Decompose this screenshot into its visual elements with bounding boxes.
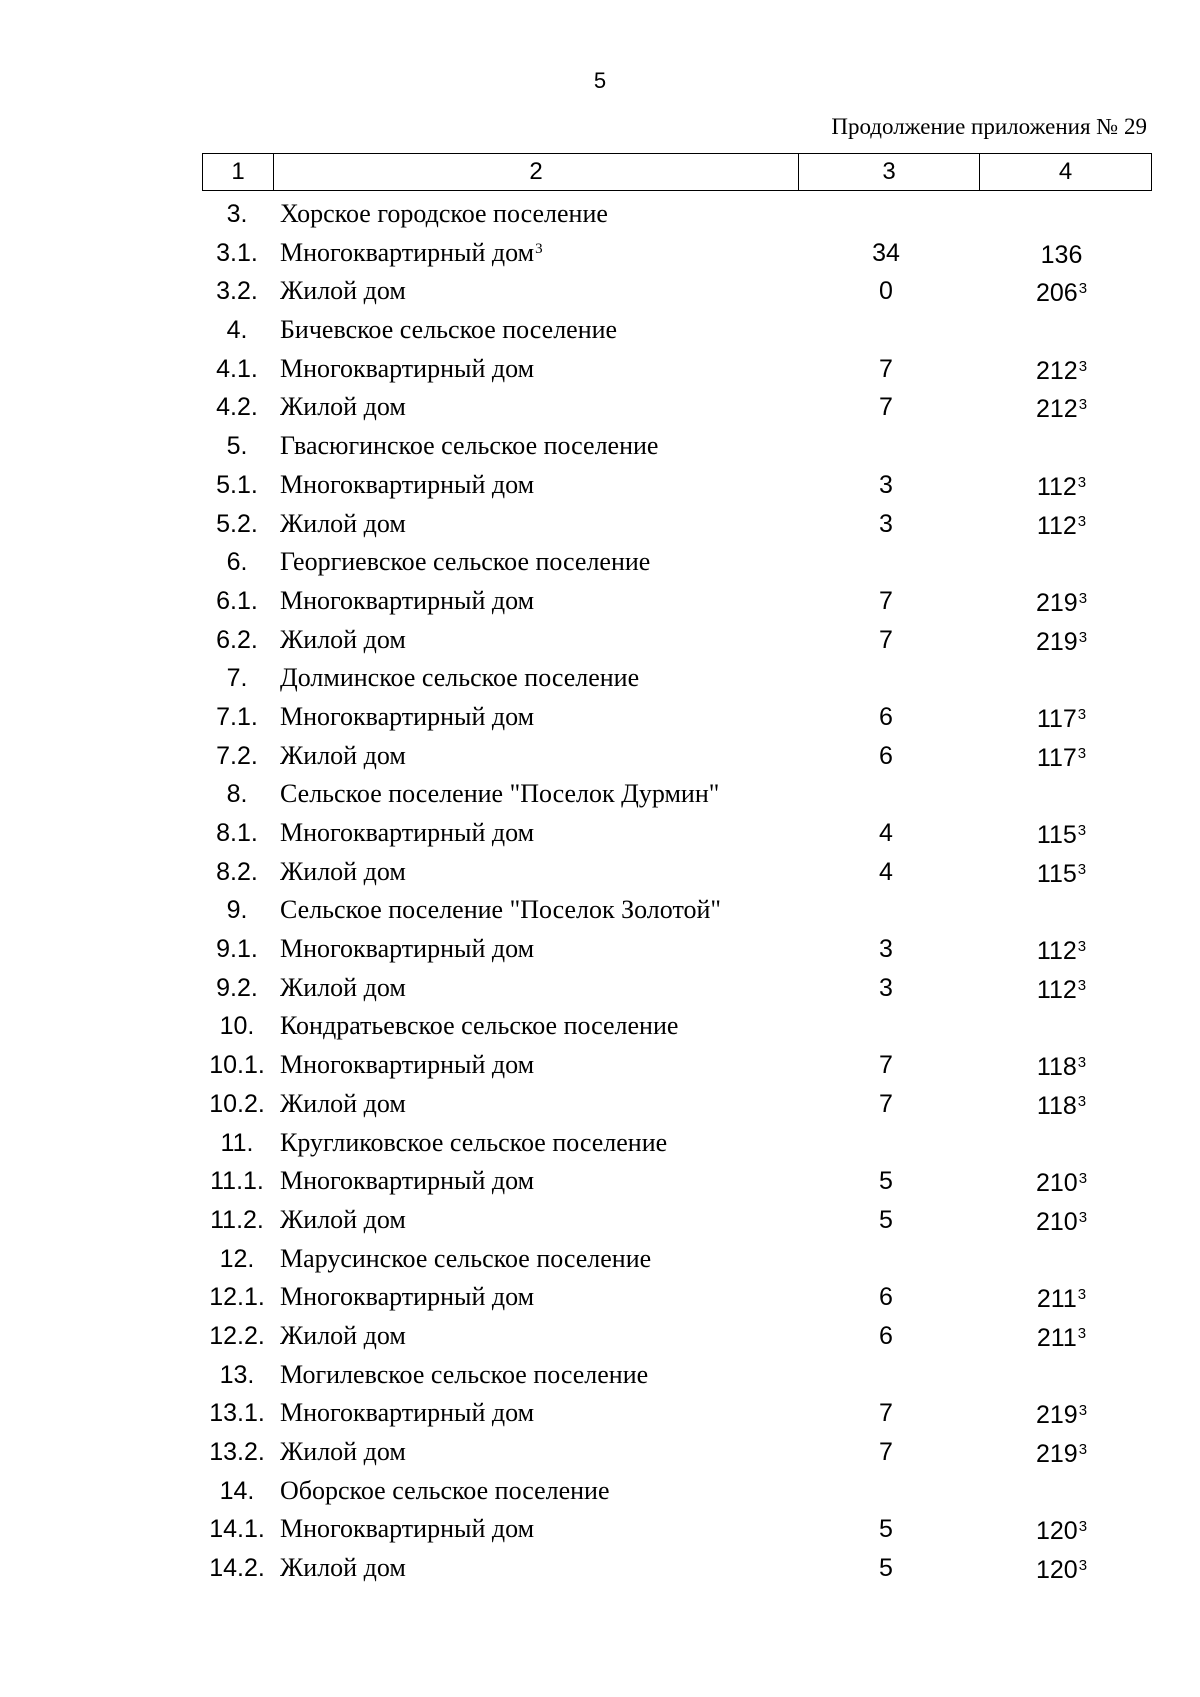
row-col-3-value: 4 bbox=[879, 819, 893, 847]
row-col-4-cell bbox=[976, 468, 1147, 507]
row-name: Жилой дом bbox=[280, 972, 406, 1002]
footnote-marker: 3 bbox=[1077, 1054, 1087, 1072]
row-name-cell bbox=[280, 311, 617, 350]
row-name-cell bbox=[280, 272, 406, 311]
row-name: Жилой дом bbox=[280, 856, 406, 886]
row-name-cell bbox=[280, 853, 406, 892]
row-col-4-value: 136 bbox=[1040, 240, 1083, 269]
table-header-row bbox=[203, 154, 1152, 191]
row-name-cell bbox=[280, 1046, 534, 1085]
row-col-4-cell bbox=[976, 1396, 1147, 1435]
table-row bbox=[202, 1201, 1147, 1240]
row-col-3-value: 7 bbox=[879, 1399, 893, 1428]
row-name: Хорское городское поселение bbox=[280, 199, 608, 228]
row-name: Жилой дом bbox=[280, 1204, 406, 1234]
table-row bbox=[202, 543, 1147, 582]
table-row bbox=[202, 1356, 1147, 1395]
table-row bbox=[202, 234, 1147, 273]
row-name-cell bbox=[280, 621, 406, 660]
footnote-marker: 3 bbox=[1078, 1441, 1088, 1458]
row-name-cell bbox=[280, 234, 543, 273]
row-number: 7.2. bbox=[216, 741, 258, 770]
row-col-3-value: 3 bbox=[879, 470, 893, 499]
row-number: 4.2. bbox=[216, 393, 258, 422]
row-number: 10. bbox=[219, 1012, 255, 1041]
row-col-4-value: 212 bbox=[1035, 356, 1078, 385]
footnote-marker: 3 bbox=[1077, 1324, 1087, 1342]
row-number: 4. bbox=[226, 316, 248, 345]
row-number: 10.1. bbox=[209, 1051, 265, 1080]
header-col-1: 1 bbox=[203, 154, 274, 191]
row-name: Кондратьевское сельское поселение bbox=[280, 1011, 679, 1041]
row-col-3-value: 6 bbox=[879, 741, 893, 770]
row-name: Кругликовское сельское поселение bbox=[280, 1127, 668, 1157]
footnote-marker: 3 bbox=[1077, 512, 1087, 530]
row-number: 6.1. bbox=[216, 586, 258, 615]
row-number: 3.1. bbox=[216, 238, 258, 267]
row-name: Многоквартирный дом bbox=[280, 1514, 535, 1544]
footnote-marker: 3 bbox=[1077, 822, 1087, 839]
row-col-3-value: 5 bbox=[879, 1554, 893, 1583]
row-name-cell bbox=[280, 427, 658, 466]
row-name: Многоквартирный дом bbox=[280, 585, 535, 615]
row-col-4-value: 206 bbox=[1035, 279, 1078, 308]
row-name: Жилой дом bbox=[280, 624, 406, 654]
row-name: Жилой дом bbox=[280, 1088, 406, 1118]
row-number: 7.1. bbox=[216, 702, 258, 731]
row-name-cell bbox=[280, 1317, 406, 1356]
row-name-cell bbox=[280, 466, 534, 505]
row-name-cell bbox=[280, 1472, 610, 1511]
row-number: 12.1. bbox=[209, 1283, 265, 1312]
row-name-cell bbox=[280, 505, 406, 544]
row-col-4-cell bbox=[976, 352, 1147, 391]
row-name: Многоквартирный дом bbox=[280, 934, 535, 964]
footnote-marker: 3 bbox=[1078, 396, 1088, 414]
row-col-4-cell bbox=[976, 1319, 1147, 1358]
row-name: Многоквартирный дом bbox=[280, 818, 535, 847]
row-number: 9.2. bbox=[216, 973, 258, 1002]
table-row bbox=[202, 1046, 1147, 1085]
row-name-cell bbox=[280, 195, 608, 234]
footnote-marker: 3 bbox=[1078, 280, 1088, 298]
row-name: Сельское поселение "Поселок Золотой" bbox=[280, 895, 721, 925]
row-number: 6.2. bbox=[216, 625, 258, 654]
row-col-4-cell bbox=[976, 855, 1147, 894]
row-number: 13. bbox=[219, 1360, 255, 1389]
table-row bbox=[202, 1317, 1147, 1356]
row-name-cell bbox=[280, 737, 406, 776]
row-col-4-cell bbox=[976, 390, 1147, 429]
row-name: Сельское поселение "Поселок Дурмин" bbox=[280, 779, 720, 809]
table-row bbox=[202, 853, 1147, 892]
header-col-4: 4 bbox=[980, 154, 1152, 191]
table-row bbox=[202, 814, 1147, 853]
footnote-marker: 3 bbox=[1078, 1557, 1088, 1575]
table-row bbox=[202, 775, 1147, 814]
row-number: 5.1. bbox=[216, 470, 258, 499]
row-name-cell bbox=[280, 543, 650, 582]
row-number: 3.2. bbox=[216, 277, 258, 306]
row-number: 12.2. bbox=[209, 1321, 265, 1350]
row-name: Многоквартирный дом bbox=[280, 701, 535, 731]
row-name-cell bbox=[280, 1433, 406, 1472]
row-col-3-value: 7 bbox=[879, 1089, 893, 1118]
row-name-cell bbox=[280, 1162, 534, 1201]
row-number: 8. bbox=[226, 780, 248, 809]
row-col-4-value: 115 bbox=[1036, 859, 1077, 888]
row-col-4-value: 212 bbox=[1035, 395, 1078, 424]
row-name: Могилевское сельское поселение bbox=[280, 1359, 649, 1389]
table-row bbox=[202, 621, 1147, 660]
row-name: Марусинское сельское поселение bbox=[280, 1243, 652, 1273]
row-col-3-value: 4 bbox=[879, 857, 893, 886]
row-col-4-cell bbox=[976, 623, 1147, 662]
footnote-marker: 3 bbox=[1077, 473, 1087, 491]
row-col-3-value: 0 bbox=[879, 277, 893, 306]
table-row bbox=[202, 698, 1147, 737]
table-row bbox=[202, 1472, 1147, 1511]
row-col-4-cell bbox=[976, 932, 1147, 971]
footnote-marker: 3 bbox=[1078, 357, 1088, 375]
row-name: Бичевское сельское поселение bbox=[280, 315, 618, 345]
row-col-4-value: 118 bbox=[1036, 1091, 1077, 1120]
table-row bbox=[202, 737, 1147, 776]
row-col-4-cell bbox=[976, 816, 1147, 855]
row-name: Многоквартирный дом bbox=[280, 1050, 535, 1080]
row-col-3-value: 7 bbox=[879, 354, 893, 383]
row-name: Жилой дом bbox=[280, 740, 406, 770]
row-col-4-value: 211 bbox=[1036, 1285, 1077, 1314]
table-row bbox=[202, 930, 1147, 969]
table-body bbox=[202, 195, 1147, 1588]
row-col-4-value: 210 bbox=[1035, 1169, 1078, 1198]
table-row bbox=[202, 1549, 1147, 1588]
row-name-cell bbox=[280, 698, 534, 737]
row-col-4-cell bbox=[976, 274, 1147, 313]
footnote-marker: 3 bbox=[1077, 860, 1087, 878]
row-name-cell bbox=[280, 582, 534, 621]
row-name-cell bbox=[280, 388, 406, 427]
footnote-marker: 3 bbox=[1078, 1208, 1088, 1226]
row-col-3-value: 6 bbox=[879, 702, 893, 731]
row-col-4-cell bbox=[976, 584, 1147, 623]
row-number: 10.2. bbox=[209, 1089, 265, 1118]
page-number: 5 bbox=[593, 68, 607, 93]
row-col-4-value: 115 bbox=[1036, 821, 1077, 849]
row-number: 14.2. bbox=[209, 1554, 265, 1583]
row-number: 11.1. bbox=[210, 1167, 264, 1196]
row-col-3-value: 7 bbox=[879, 1051, 893, 1080]
row-col-4-value: 120 bbox=[1035, 1517, 1078, 1546]
row-name: Многоквартирный дом bbox=[280, 1282, 535, 1312]
row-number: 3. bbox=[226, 200, 248, 228]
row-name: Многоквартирный дом bbox=[280, 1398, 535, 1428]
row-name-cell bbox=[280, 1510, 534, 1549]
row-name-cell bbox=[280, 775, 719, 814]
row-col-4-cell bbox=[976, 1087, 1147, 1126]
row-number: 11.2. bbox=[210, 1205, 264, 1234]
row-number: 7. bbox=[226, 664, 248, 693]
row-name: Многоквартирный дом bbox=[280, 469, 535, 499]
footnote-marker: 3 bbox=[1078, 1170, 1088, 1188]
row-col-3-value: 3 bbox=[879, 973, 893, 1002]
row-col-4-cell bbox=[976, 507, 1147, 546]
row-col-4-cell bbox=[976, 1551, 1147, 1590]
row-col-3-value: 5 bbox=[879, 1515, 893, 1544]
footnote-marker: 3 bbox=[1077, 744, 1087, 762]
appendix-continuation-label: Продолжение приложения № 29 bbox=[831, 114, 1147, 139]
row-col-3-value: 6 bbox=[879, 1283, 893, 1312]
table-row bbox=[202, 1394, 1147, 1433]
row-col-3-value: 7 bbox=[879, 393, 893, 422]
table-row bbox=[202, 891, 1147, 930]
row-name-cell bbox=[280, 1085, 406, 1124]
table-row bbox=[202, 1162, 1147, 1201]
row-number: 8.1. bbox=[216, 819, 258, 847]
row-name: Жилой дом bbox=[280, 508, 406, 538]
row-name: Многоквартирный дом bbox=[280, 353, 535, 383]
row-col-3-value: 3 bbox=[879, 935, 893, 964]
row-col-3-value: 5 bbox=[879, 1167, 893, 1196]
row-col-4-value: 117 bbox=[1036, 704, 1077, 733]
row-col-3-value: 7 bbox=[879, 586, 893, 615]
row-name-cell bbox=[280, 1240, 651, 1279]
row-name: Гвасюгинское сельское поселение bbox=[280, 431, 659, 461]
table-row bbox=[202, 969, 1147, 1008]
footnote-marker: 3 bbox=[1078, 628, 1088, 646]
row-name: Многоквартирный дом bbox=[280, 1166, 535, 1196]
row-col-3-value: 34 bbox=[872, 238, 900, 267]
row-name-cell bbox=[280, 350, 534, 389]
table-row bbox=[202, 1510, 1147, 1549]
row-number: 9. bbox=[226, 896, 248, 925]
row-col-4-cell bbox=[976, 739, 1147, 778]
row-number: 5.2. bbox=[216, 509, 258, 538]
row-col-4-cell bbox=[976, 1048, 1147, 1087]
footnote-marker: 3 bbox=[1078, 1518, 1088, 1536]
row-name: Жилой дом bbox=[280, 1553, 406, 1583]
table-row bbox=[202, 1007, 1147, 1046]
row-number: 13.2. bbox=[209, 1438, 265, 1466]
row-col-4-cell bbox=[976, 700, 1147, 739]
row-name-cell bbox=[280, 1549, 406, 1588]
row-name: Жилой дом bbox=[280, 392, 406, 422]
row-col-4-value: 120 bbox=[1035, 1556, 1078, 1585]
row-col-4-value: 219 bbox=[1035, 1401, 1078, 1430]
row-name: Долминское сельское поселение bbox=[280, 663, 640, 693]
row-col-4-cell bbox=[976, 1512, 1147, 1551]
footnote-marker: 3 bbox=[1077, 938, 1087, 956]
table-row bbox=[202, 427, 1147, 466]
row-number: 9.1. bbox=[216, 935, 258, 964]
table-row bbox=[202, 1085, 1147, 1124]
row-name-cell bbox=[280, 1278, 534, 1317]
row-col-4-cell bbox=[976, 971, 1147, 1010]
row-name-cell bbox=[280, 1201, 406, 1240]
row-col-3-value: 5 bbox=[879, 1205, 893, 1234]
row-col-4-value: 112 bbox=[1036, 511, 1077, 540]
footnote-marker: 3 bbox=[1077, 976, 1087, 994]
row-col-4-value: 112 bbox=[1036, 975, 1077, 1004]
row-col-3-value: 7 bbox=[879, 625, 893, 654]
table-row bbox=[202, 272, 1147, 311]
row-number: 8.2. bbox=[216, 857, 258, 886]
row-name-cell bbox=[280, 969, 406, 1008]
row-name: Многоквартирный дом bbox=[280, 237, 535, 267]
footnote-marker: 3 bbox=[1077, 705, 1087, 723]
table-row bbox=[202, 350, 1147, 389]
row-col-4-value: 117 bbox=[1036, 743, 1077, 772]
row-col-3-value: 6 bbox=[879, 1321, 893, 1350]
row-col-4-value: 118 bbox=[1036, 1053, 1077, 1082]
row-col-4-value: 112 bbox=[1036, 472, 1077, 501]
row-name: Жилой дом bbox=[280, 1437, 406, 1466]
row-number: 13.1. bbox=[209, 1399, 265, 1428]
table-row bbox=[202, 1240, 1147, 1279]
row-col-4-cell bbox=[976, 236, 1147, 275]
table-row bbox=[202, 311, 1147, 350]
row-name-cell bbox=[280, 1007, 678, 1046]
footnote-marker: 3 bbox=[1077, 1286, 1087, 1304]
row-col-4-value: 219 bbox=[1035, 1440, 1078, 1468]
row-name: Жилой дом bbox=[280, 1320, 406, 1350]
table-row bbox=[202, 582, 1147, 621]
row-name: Жилой дом bbox=[280, 276, 406, 306]
row-col-4-cell bbox=[976, 1435, 1147, 1474]
row-number: 12. bbox=[219, 1244, 255, 1273]
table-row bbox=[202, 505, 1147, 544]
row-col-4-value: 219 bbox=[1035, 588, 1078, 617]
row-number: 14.1. bbox=[209, 1515, 265, 1544]
row-name-cell bbox=[280, 659, 639, 698]
row-name-cell bbox=[280, 930, 534, 969]
table-row bbox=[202, 466, 1147, 505]
table-header bbox=[202, 153, 1152, 191]
row-number: 11. bbox=[220, 1128, 254, 1157]
row-name-cell bbox=[280, 1356, 648, 1395]
footnote-marker: 3 bbox=[1078, 589, 1088, 607]
row-number: 5. bbox=[226, 432, 248, 461]
row-col-4-cell bbox=[976, 1280, 1147, 1319]
header-col-2: 2 bbox=[274, 154, 799, 191]
row-col-4-value: 210 bbox=[1035, 1207, 1078, 1236]
table-row bbox=[202, 388, 1147, 427]
table-row bbox=[202, 659, 1147, 698]
header-col-3: 3 bbox=[799, 154, 980, 191]
row-col-4-value: 211 bbox=[1036, 1323, 1077, 1352]
row-number: 6. bbox=[226, 548, 248, 577]
row-col-4-value: 112 bbox=[1036, 937, 1077, 966]
table-row bbox=[202, 1278, 1147, 1317]
row-number: 4.1. bbox=[216, 354, 258, 383]
row-name-cell bbox=[280, 814, 534, 853]
row-col-4-cell bbox=[976, 1164, 1147, 1203]
row-col-3-value: 3 bbox=[879, 509, 893, 538]
row-number: 14. bbox=[219, 1476, 255, 1505]
row-name-cell bbox=[280, 1394, 534, 1433]
table-row bbox=[202, 195, 1147, 234]
footnote-marker: 3 bbox=[1078, 1402, 1088, 1420]
row-col-3-value: 7 bbox=[879, 1438, 893, 1466]
row-col-4-cell bbox=[976, 1203, 1147, 1242]
footnote-marker: 3 bbox=[1077, 1092, 1087, 1110]
row-name: Георгиевское сельское поселение bbox=[280, 547, 651, 577]
row-name-cell bbox=[280, 891, 721, 930]
row-name-cell bbox=[280, 1124, 667, 1163]
table-row bbox=[202, 1124, 1147, 1163]
footnote-marker: 3 bbox=[535, 240, 543, 257]
table-row bbox=[202, 1433, 1147, 1472]
row-col-4-value: 219 bbox=[1035, 627, 1078, 656]
row-name: Оборское сельское поселение bbox=[280, 1475, 610, 1505]
